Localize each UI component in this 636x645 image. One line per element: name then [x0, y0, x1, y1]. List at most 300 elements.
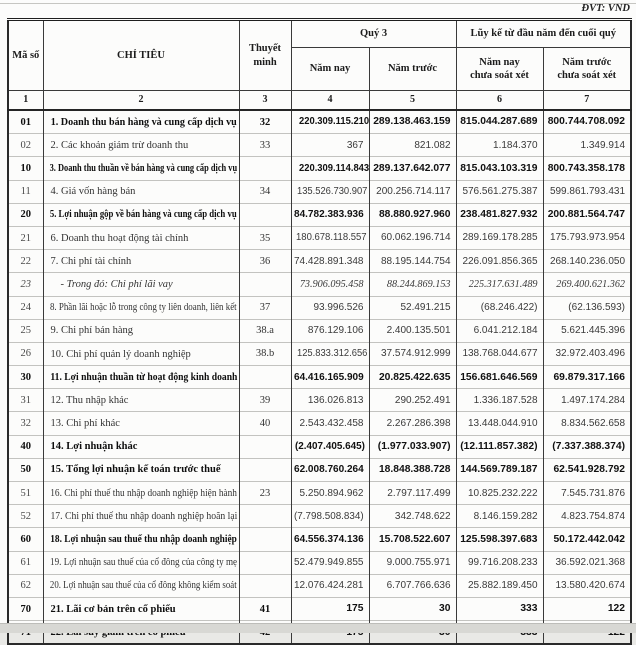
value-quarter-current-text: 64.416.165.909 — [293, 371, 364, 383]
row-note-text: 36 — [259, 255, 271, 267]
value-ytd-prior-text: 200.881.564.747 — [547, 209, 626, 221]
row-note — [239, 412, 291, 435]
value-ytd-prior-text: 13.580.420.674 — [555, 580, 626, 592]
row-label — [43, 505, 239, 528]
value-quarter-current-text: 175 — [346, 603, 364, 615]
row-label-text: 14. Lợi nhuận khác — [50, 441, 138, 453]
value-quarter-prior-text: 2.267.286.398 — [386, 417, 451, 429]
table-body — [8, 110, 631, 644]
value-quarter-prior-text: 88.880.927.960 — [378, 209, 451, 221]
table-row — [8, 597, 631, 620]
value-quarter-prior — [369, 435, 456, 458]
value-ytd-prior — [543, 366, 631, 389]
value-ytd-prior-text: 122 — [607, 603, 626, 615]
row-code — [8, 412, 43, 435]
value-quarter-prior-text: 289.138.463.159 — [373, 116, 451, 128]
value-ytd-current — [456, 458, 543, 481]
row-label — [43, 412, 239, 435]
value-quarter-current — [291, 273, 369, 296]
row-note-text: 41 — [259, 603, 271, 615]
row-note — [239, 342, 291, 365]
value-quarter-prior — [369, 250, 456, 273]
table-row — [8, 180, 631, 203]
value-ytd-current-text: 1.336.187.528 — [473, 394, 538, 406]
row-label — [43, 551, 239, 574]
value-quarter-prior-text: 52.491.215 — [400, 302, 451, 314]
row-label-text: 7. Chi phí tài chính — [50, 255, 132, 267]
row-note-text: 34 — [259, 186, 271, 198]
value-quarter-current — [291, 250, 369, 273]
value-quarter-current-text: 52.479.949.855 — [293, 557, 364, 569]
value-ytd-prior — [543, 597, 631, 620]
row-label — [43, 319, 239, 342]
value-quarter-current — [291, 157, 369, 180]
value-quarter-prior-text: 60.062.196.714 — [381, 232, 451, 244]
row-label — [43, 226, 239, 249]
value-quarter-current-text: 73.906.095.458 — [299, 278, 364, 290]
value-ytd-current-text: (12.111.857.382) — [460, 441, 538, 453]
value-ytd-prior — [543, 180, 631, 203]
value-ytd-prior — [543, 435, 631, 458]
value-quarter-current — [291, 505, 369, 528]
value-quarter-current — [291, 597, 369, 620]
value-ytd-current-text: 815.044.287.689 — [460, 116, 538, 128]
value-ytd-current — [456, 250, 543, 273]
row-label — [43, 528, 239, 551]
row-label — [43, 458, 239, 481]
row-code-text: 26 — [20, 348, 31, 360]
value-quarter-current — [291, 203, 369, 226]
value-ytd-prior — [543, 110, 631, 134]
column-index: 5 — [369, 91, 456, 111]
row-note — [239, 458, 291, 481]
value-ytd-current — [456, 134, 543, 157]
value-quarter-current — [291, 389, 369, 412]
value-ytd-current — [456, 505, 543, 528]
value-ytd-prior-text: 1.497.174.284 — [561, 394, 626, 406]
value-ytd-current-text: 333 — [520, 603, 538, 615]
table-row — [8, 412, 631, 435]
value-quarter-current-text: 62.008.760.264 — [293, 464, 364, 476]
row-note — [239, 435, 291, 458]
row-code — [8, 203, 43, 226]
value-quarter-prior-text: 88.195.144.754 — [381, 255, 451, 267]
value-quarter-prior — [369, 528, 456, 551]
row-code-text: 10 — [20, 162, 31, 174]
row-code — [8, 482, 43, 505]
column-index: 3 — [239, 91, 291, 111]
row-code-text: 11 — [20, 186, 31, 198]
value-quarter-prior-text: (1.977.033.907) — [377, 441, 451, 453]
row-label-text: 17. Chi phí thuế thu nhập doanh nghiệp hoãn lại — [49, 510, 237, 522]
value-ytd-current-text: 144.569.789.187 — [460, 464, 538, 476]
value-quarter-current — [291, 458, 369, 481]
row-note — [239, 134, 291, 157]
value-ytd-current — [456, 180, 543, 203]
value-ytd-current — [456, 551, 543, 574]
row-code-text: 23 — [20, 278, 31, 290]
row-label — [43, 273, 239, 296]
value-ytd-prior — [543, 134, 631, 157]
value-ytd-current-text: 13.448.044.910 — [468, 417, 538, 429]
row-note-text: 38.b — [255, 348, 275, 360]
row-label — [43, 110, 239, 134]
table-row — [8, 134, 631, 157]
value-ytd-prior-text: 8.834.562.658 — [561, 417, 626, 429]
value-ytd-prior — [543, 203, 631, 226]
value-ytd-current-text: 138.768.044.677 — [462, 348, 538, 360]
value-ytd-current — [456, 597, 543, 620]
value-quarter-prior — [369, 180, 456, 203]
value-ytd-prior — [543, 226, 631, 249]
value-ytd-current — [456, 528, 543, 551]
value-ytd-current-text: 225.317.631.489 — [468, 278, 538, 290]
value-ytd-prior-text: 269.400.621.362 — [556, 278, 626, 290]
table-row — [8, 250, 631, 273]
row-label-text: 6. Doanh thu hoạt động tài chính — [50, 232, 189, 244]
row-code — [8, 551, 43, 574]
row-code — [8, 273, 43, 296]
row-code-text: 31 — [20, 394, 31, 406]
value-quarter-prior — [369, 412, 456, 435]
value-quarter-prior — [369, 482, 456, 505]
value-ytd-current — [456, 482, 543, 505]
row-code-text: 32 — [20, 418, 31, 430]
value-ytd-prior — [543, 458, 631, 481]
value-ytd-current — [456, 435, 543, 458]
row-label-text: 3. Doanh thu thuần về bán hàng và cung cấp dịch vụ — [49, 163, 237, 175]
value-ytd-prior-text: (7.337.388.374) — [552, 441, 626, 453]
value-ytd-prior-text: 69.879.317.166 — [553, 371, 626, 383]
row-label — [43, 574, 239, 597]
value-quarter-current — [291, 435, 369, 458]
table-row — [8, 574, 631, 597]
value-quarter-prior-text: 290.252.491 — [394, 394, 451, 406]
row-code — [8, 180, 43, 203]
value-quarter-prior — [369, 226, 456, 249]
row-code-text: 01 — [20, 116, 31, 128]
table-row — [8, 226, 631, 249]
value-ytd-prior-text: 599.861.793.431 — [549, 186, 626, 198]
value-ytd-prior-text: 32.972.403.496 — [555, 348, 626, 360]
row-label — [43, 250, 239, 273]
col-header-indicator: CHỈ TIÊU — [43, 20, 239, 91]
value-quarter-prior-text: 6.707.766.636 — [386, 580, 451, 592]
value-quarter-prior — [369, 110, 456, 134]
row-label-text: 1. Doanh thu bán hàng và cung cấp dịch vụ — [50, 116, 237, 128]
row-code-text: 22 — [20, 255, 31, 267]
value-quarter-current — [291, 110, 369, 134]
row-code — [8, 250, 43, 273]
row-label — [43, 366, 239, 389]
col-header-quarter-prior: Năm trước — [369, 48, 456, 91]
value-ytd-prior — [543, 250, 631, 273]
value-quarter-prior-text: 289.137.642.077 — [373, 162, 451, 174]
row-label — [43, 203, 239, 226]
row-label — [43, 435, 239, 458]
value-quarter-current — [291, 134, 369, 157]
value-quarter-current-text: 12.076.424.281 — [293, 580, 364, 592]
value-ytd-prior — [543, 319, 631, 342]
row-label-text: 13. Chi phí khác — [50, 418, 120, 430]
value-ytd-prior — [543, 157, 631, 180]
value-ytd-current-text: 289.169.178.285 — [462, 232, 538, 244]
value-ytd-prior-text: (62.136.593) — [568, 302, 626, 314]
column-index: 1 — [8, 91, 43, 111]
value-ytd-current — [456, 366, 543, 389]
row-label — [43, 157, 239, 180]
value-quarter-current-text: 136.026.813 — [307, 394, 364, 406]
row-note — [239, 528, 291, 551]
value-quarter-prior-text: 821.082 — [414, 139, 451, 151]
value-quarter-prior — [369, 296, 456, 319]
value-quarter-prior — [369, 551, 456, 574]
unit-label: ĐVT: VND — [581, 3, 630, 14]
value-ytd-prior-text: 7.545.731.876 — [561, 487, 626, 499]
row-code-text: 30 — [20, 371, 31, 383]
col-header-note — [239, 20, 291, 91]
table-row — [8, 505, 631, 528]
row-code — [8, 435, 43, 458]
value-ytd-prior — [543, 296, 631, 319]
row-code — [8, 319, 43, 342]
value-quarter-prior-text: 30 — [439, 603, 451, 615]
row-code — [8, 134, 43, 157]
row-note-text: 32 — [259, 116, 271, 128]
row-code-text: 24 — [20, 302, 31, 314]
value-quarter-current-text: 220.309.114.843 — [298, 162, 369, 174]
column-index: 7 — [543, 91, 631, 111]
row-code — [8, 574, 43, 597]
row-note — [239, 296, 291, 319]
value-quarter-prior — [369, 319, 456, 342]
value-quarter-current-text: 84.782.383.936 — [293, 209, 364, 221]
row-code-text: 21 — [20, 232, 31, 244]
value-quarter-current — [291, 412, 369, 435]
value-quarter-current-text: 220.309.115.210 — [298, 116, 369, 128]
row-code-text: 62 — [20, 580, 31, 592]
column-index-row — [8, 91, 631, 111]
row-note — [239, 203, 291, 226]
value-quarter-current-text: 367 — [346, 139, 364, 151]
value-quarter-current — [291, 551, 369, 574]
value-quarter-current — [291, 342, 369, 365]
value-ytd-prior-text: 1.349.914 — [580, 139, 626, 151]
col-header-quarter-current: Năm nay — [291, 48, 369, 91]
value-quarter-current — [291, 528, 369, 551]
value-ytd-prior — [543, 342, 631, 365]
row-note — [239, 597, 291, 620]
value-ytd-current — [456, 157, 543, 180]
table-row — [8, 551, 631, 574]
value-ytd-prior-text: 36.592.021.368 — [555, 557, 626, 569]
row-note — [239, 180, 291, 203]
value-ytd-current — [456, 203, 543, 226]
value-ytd-current-text: 815.043.103.319 — [460, 162, 538, 174]
value-ytd-current — [456, 296, 543, 319]
value-ytd-prior-text: 62.541.928.792 — [553, 464, 626, 476]
value-ytd-current-text: (68.246.422) — [480, 302, 538, 314]
row-note-text: 39 — [259, 394, 271, 406]
value-quarter-prior — [369, 134, 456, 157]
col-header-ytd-prior: Năm trước chưa soát xét — [543, 48, 631, 91]
value-ytd-current — [456, 110, 543, 134]
row-note — [239, 551, 291, 574]
row-label-text: 8. Phần lãi hoặc lỗ trong công ty liên doanh, liên kết — [49, 302, 237, 314]
value-ytd-prior — [543, 505, 631, 528]
value-quarter-prior — [369, 366, 456, 389]
row-note — [239, 273, 291, 296]
table-header — [8, 20, 631, 111]
value-ytd-current-text: 125.598.397.683 — [460, 533, 538, 545]
row-label-text: 16. Chi phí thuế thu nhập doanh nghiệp hiện hành — [49, 487, 237, 499]
value-ytd-current-text: 10.825.232.222 — [468, 487, 538, 499]
row-note — [239, 319, 291, 342]
row-label-text: 10. Chi phí quản lý doanh nghiệp — [50, 348, 191, 360]
value-quarter-prior — [369, 574, 456, 597]
table-row — [8, 458, 631, 481]
col-header-code: Mã số — [8, 20, 43, 91]
row-label — [43, 389, 239, 412]
row-label-text: 4. Giá vốn hàng bán — [50, 186, 136, 198]
row-label-text: 11. Lợi nhuận thuần từ hoạt động kinh doanh — [49, 371, 237, 383]
value-quarter-current — [291, 226, 369, 249]
row-note-text: 35 — [259, 232, 271, 244]
column-index: 6 — [456, 91, 543, 111]
row-label-text: 20. Lợi nhuận sau thuế của cổ đông không kiểm soát — [49, 580, 237, 592]
row-note — [239, 250, 291, 273]
value-quarter-prior-text: 9.000.755.971 — [386, 557, 451, 569]
value-ytd-current-text: 226.091.856.365 — [462, 255, 538, 267]
value-ytd-current — [456, 389, 543, 412]
value-quarter-prior-text: 2.400.135.501 — [386, 325, 451, 337]
value-ytd-prior-text: 800.744.708.092 — [547, 116, 626, 128]
value-ytd-prior — [543, 273, 631, 296]
value-quarter-prior-text: 18.848.388.728 — [378, 464, 451, 476]
value-ytd-current — [456, 226, 543, 249]
value-quarter-current-text: 5.250.894.962 — [299, 487, 364, 499]
value-ytd-current — [456, 319, 543, 342]
row-code-text: 25 — [20, 325, 31, 337]
value-quarter-current — [291, 366, 369, 389]
table-row — [8, 342, 631, 365]
row-note — [239, 574, 291, 597]
income-statement-table — [7, 18, 632, 645]
value-quarter-prior-text: 2.797.117.499 — [387, 487, 451, 499]
row-code — [8, 296, 43, 319]
value-quarter-prior — [369, 389, 456, 412]
row-label-text: 15. Tổng lợi nhuận kế toán trước thuế — [50, 464, 221, 476]
row-code-text: 52 — [20, 510, 31, 522]
row-note-text: 38.a — [256, 325, 274, 337]
row-code — [8, 342, 43, 365]
value-ytd-current-text: 8.146.159.282 — [473, 510, 538, 522]
row-note — [239, 226, 291, 249]
column-index: 4 — [291, 91, 369, 111]
col-header-note-line2: minh — [253, 56, 277, 68]
value-quarter-current — [291, 296, 369, 319]
value-ytd-prior-text: 5.621.445.396 — [561, 325, 626, 337]
row-code-text: 50 — [20, 464, 31, 476]
table-row — [8, 203, 631, 226]
row-code-text: 60 — [20, 533, 31, 545]
col-header-ytd-current: Năm nay chưa soát xét — [456, 48, 543, 91]
value-ytd-current — [456, 574, 543, 597]
row-note-text: 37 — [259, 302, 271, 314]
value-quarter-current-text: 2.543.432.458 — [299, 417, 364, 429]
value-ytd-current-text: 25.882.189.450 — [468, 580, 538, 592]
value-quarter-current-text: 876.129.106 — [307, 325, 364, 337]
table-row — [8, 482, 631, 505]
row-code — [8, 505, 43, 528]
value-quarter-prior-text: 15.708.522.607 — [378, 533, 451, 545]
row-label — [43, 482, 239, 505]
row-code — [8, 528, 43, 551]
table-row — [8, 157, 631, 180]
row-code — [8, 597, 43, 620]
row-note-text: 23 — [259, 487, 271, 499]
value-ytd-current — [456, 412, 543, 435]
row-note-text: 33 — [259, 139, 271, 151]
row-note — [239, 389, 291, 412]
value-quarter-prior — [369, 458, 456, 481]
row-code — [8, 226, 43, 249]
value-ytd-prior-text: 268.140.236.050 — [549, 255, 626, 267]
row-code — [8, 458, 43, 481]
value-quarter-prior — [369, 597, 456, 620]
value-quarter-prior-text: 200.256.714.117 — [376, 186, 451, 198]
row-code-text: 20 — [20, 209, 31, 221]
value-ytd-current — [456, 342, 543, 365]
value-quarter-current-text: 93.996.526 — [313, 302, 364, 314]
value-ytd-current-text: 1.184.370 — [493, 139, 538, 151]
value-ytd-prior — [543, 574, 631, 597]
group-header-quarter: Quý 3 — [291, 20, 456, 48]
value-ytd-prior — [543, 551, 631, 574]
value-ytd-prior-text: 50.172.442.042 — [553, 533, 626, 545]
group-header-ytd: Lũy kế từ đầu năm đến cuối quý — [456, 20, 631, 48]
row-code — [8, 366, 43, 389]
value-ytd-current-text: 99.716.208.233 — [468, 557, 538, 569]
value-quarter-prior-text: 88.244.869.153 — [386, 278, 451, 290]
table-row — [8, 528, 631, 551]
row-label — [43, 180, 239, 203]
row-note — [239, 157, 291, 180]
value-quarter-prior-text: 342.748.622 — [394, 510, 451, 522]
row-code — [8, 389, 43, 412]
row-code-text: 51 — [20, 487, 31, 499]
value-quarter-current-text: (2.407.405.645) — [294, 441, 365, 453]
value-quarter-current-text: 135.526.730.907 — [296, 186, 367, 198]
value-quarter-prior — [369, 203, 456, 226]
value-quarter-current — [291, 319, 369, 342]
value-ytd-prior-text: 175.793.973.954 — [549, 232, 626, 244]
value-quarter-current — [291, 180, 369, 203]
value-quarter-current — [291, 574, 369, 597]
value-ytd-prior-text: 4.823.754.874 — [561, 510, 626, 522]
value-quarter-current-text: 125.833.312.656 — [296, 348, 367, 360]
col-header-note-line1: Thuyết — [248, 43, 282, 55]
value-quarter-current-text: 180.678.118.557 — [295, 232, 367, 244]
row-label-text: 21. Lãi cơ bản trên cổ phiếu — [50, 603, 176, 615]
value-quarter-prior — [369, 342, 456, 365]
table-row — [8, 435, 631, 458]
row-label — [43, 134, 239, 157]
row-label-text: - Trong đó: Chi phí lãi vay — [60, 278, 173, 290]
row-label-text: 18. Lợi nhuận sau thuế thu nhập doanh nghiệp — [49, 534, 237, 546]
row-note — [239, 366, 291, 389]
value-ytd-prior — [543, 389, 631, 412]
